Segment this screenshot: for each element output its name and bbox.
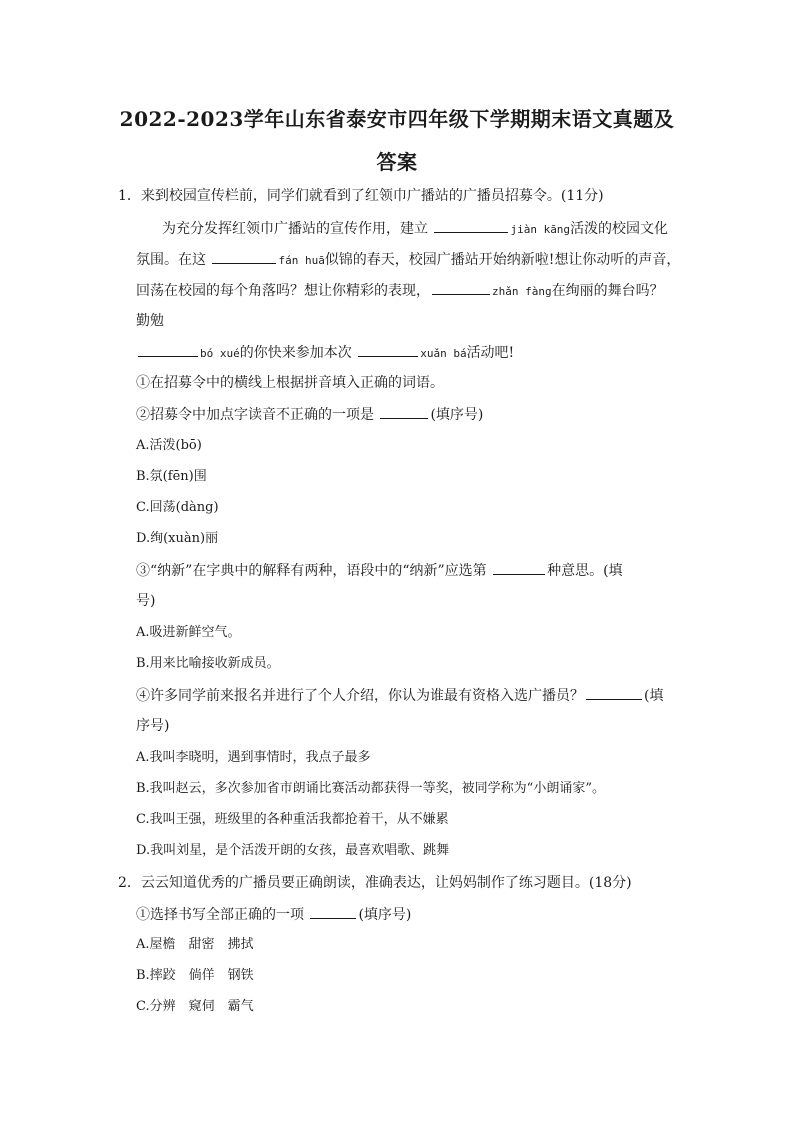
answer-blank[interactable] xyxy=(432,280,490,295)
answer-blank[interactable] xyxy=(434,218,508,233)
answer-blank[interactable] xyxy=(493,560,545,575)
document-title-continued: 答案 xyxy=(376,150,418,174)
option-a: A.屋檐 甜密 拂拭 xyxy=(136,937,254,952)
sub-question-4: ④许多同学前来报名并进行了个人介绍，你认为谁最有资格入选广播员？ (填 xyxy=(136,685,702,706)
answer-blank[interactable] xyxy=(380,404,428,419)
sub-question-2: ②招募令中加点字读音不正确的一项是 (填序号) xyxy=(136,404,702,425)
q2-sub-question-1: ①选择书写全部正确的一项 (填序号) xyxy=(136,904,702,925)
pinyin-hint: xuǎn bá xyxy=(420,347,467,360)
passage-line-4: 勤勉 xyxy=(136,313,164,329)
passage-line-2: 氛围。在这 fán huā似锦的春天，校园广播站开始纳新啦!想让你动听的声音， xyxy=(136,249,702,271)
pinyin-hint: bó xué xyxy=(200,347,240,360)
pinyin-hint: zhǎn fàng xyxy=(492,285,552,298)
option-d: D.我叫刘星，是个活泼开朗的女孩，最喜欢唱歌、跳舞 xyxy=(136,843,450,858)
answer-blank[interactable] xyxy=(310,904,356,919)
option-d: D.绚(xuàn)丽 xyxy=(136,531,219,546)
answer-blank[interactable] xyxy=(586,685,642,700)
option-b: B.摔跤 倘佯 钢铁 xyxy=(136,968,254,983)
passage-line-5: bó xué的你快来参加本次 xuǎn bá活动吧! xyxy=(136,342,702,364)
question-1-header: 1．来到校园宣传栏前，同学们就看到了红领巾广播站的广播员招募令。(11分) xyxy=(118,188,604,204)
sub-question-3-continued: 号) xyxy=(136,593,156,609)
option-a: A.活泼(bō) xyxy=(136,438,202,453)
option-b: B.我叫赵云，多次参加省市朗诵比赛活动都获得一等奖，被同学称为“小朗诵家”。 xyxy=(136,781,605,796)
answer-blank[interactable] xyxy=(358,342,418,357)
passage-line-1: 为充分发挥红领巾广播站的宣传作用，建立 jiàn kāng活泼的校园文化 xyxy=(162,218,728,240)
option-a: A.吸进新鲜空气。 xyxy=(136,625,241,640)
sub-question-4-continued: 序号) xyxy=(136,718,170,734)
answer-blank[interactable] xyxy=(212,249,276,264)
option-b: B.氛(fēn)围 xyxy=(136,469,207,484)
passage-line-3: 回荡在校园的每个角落吗？想让你精彩的表现， zhǎn fàng在绚丽的舞台吗？ xyxy=(136,280,702,302)
sub-question-1: ①在招募令中的横线上根据拼音填入正确的词语。 xyxy=(136,375,444,391)
option-c: C.回荡(dàng) xyxy=(136,500,219,515)
sub-question-3: ③“纳新”在字典中的解释有两种，语段中的“纳新”应选第 种意思。(填 xyxy=(136,560,702,581)
document-title: 2022-2023学年山东省泰安市四年级下学期期末语文真题及 xyxy=(119,107,675,131)
option-c: C.我叫王强，班级里的各种重活我都抢着干，从不嫌累 xyxy=(136,812,449,827)
pinyin-hint: jiàn kāng xyxy=(510,223,571,236)
option-b: B.用来比喻接收新成员。 xyxy=(136,656,280,671)
answer-blank[interactable] xyxy=(138,342,198,357)
option-c: C.分辨 窥伺 霸气 xyxy=(136,999,254,1014)
question-2-header: 2．云云知道优秀的广播员要正确朗读，准确表达，让妈妈制作了练习题目。(18分) xyxy=(118,875,632,891)
option-a: A.我叫李晓明，遇到事情时，我点子最多 xyxy=(136,750,371,765)
pinyin-hint: fán huā xyxy=(278,254,325,267)
